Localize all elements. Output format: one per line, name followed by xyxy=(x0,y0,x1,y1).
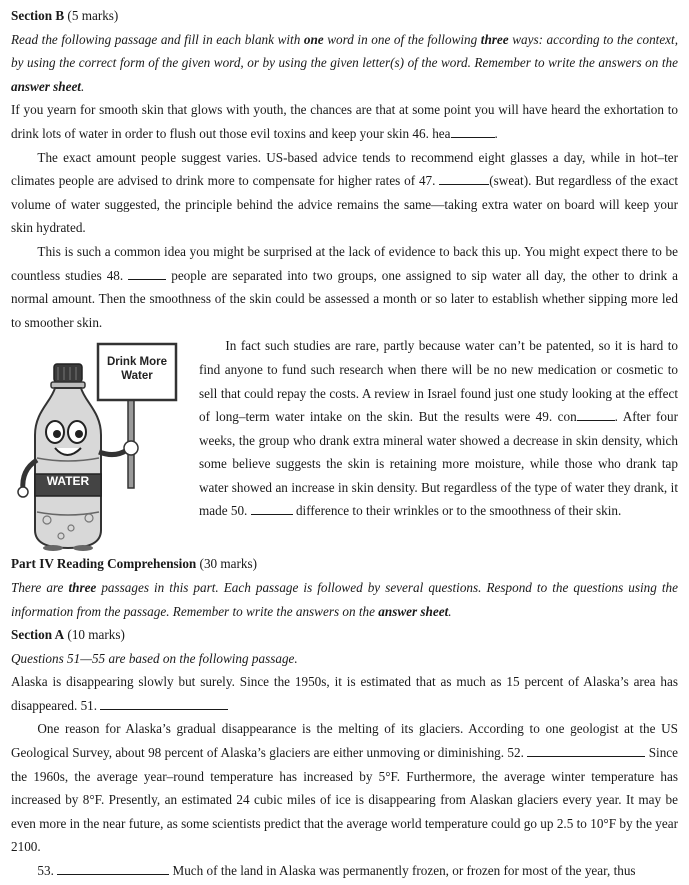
passage-b-paragraph-4-wrap xyxy=(199,334,678,523)
instr-text: passages in this part. Each passage is followed by several questions. Respond to the questions using the information from the passage. Remember to write the answers on the xyxy=(11,579,678,619)
bottle-label-text: WATER xyxy=(46,474,90,489)
blank-47[interactable] xyxy=(439,170,489,185)
instr-text: word in one of the following xyxy=(323,31,481,47)
blank-46[interactable] xyxy=(451,123,495,138)
instr-text: ways: according to the context, by using the correct form of the given word, or by using the given letter(s) of the word. Remember to write the answers on the xyxy=(11,31,678,71)
blank-51[interactable] xyxy=(100,695,228,710)
sign-text-line-1: Drink More xyxy=(106,356,168,369)
instr-text: Read the following passage and fill in each blank with xyxy=(11,31,304,47)
section-a-title: Section A xyxy=(11,627,65,643)
instr-emphasis-one: one xyxy=(303,31,324,47)
part-iv-heading xyxy=(11,552,678,576)
question-number-53: 53. xyxy=(37,863,58,879)
part-iv-title: Part IV Reading Comprehension xyxy=(11,556,197,572)
passage-b-paragraph-2 xyxy=(11,146,678,240)
passage-a-paragraph-2 xyxy=(11,717,678,859)
blank-53[interactable] xyxy=(57,860,169,875)
instr-emphasis-three: three xyxy=(68,579,97,595)
blank-50[interactable] xyxy=(251,500,293,515)
instr-text: There are xyxy=(11,579,69,595)
paragraph-text: (sweat). But regardless of the exact volume of water suggested, the principle behind the advice remains the same—taking extra water on board will keep your skin hydrated. xyxy=(11,173,678,236)
paragraph-text: Much of the land in Alaska was permanently frozen, or frozen for most of the year, thus xyxy=(169,863,636,879)
section-a-questions-note: Questions 51—55 are based on the following passage. xyxy=(11,650,298,666)
paragraph-text: One reason for Alaska’s gradual disappearance is the melting of its glaciers. According to one geologist at the US Geological Survey, about 98 percent of Alaska’s glaciers are either unmoving or diminishing. 52. xyxy=(11,721,678,761)
section-b-marks: (5 marks) xyxy=(67,8,119,23)
blank-49[interactable] xyxy=(577,406,615,421)
paragraph-text: The exact amount people suggest varies. US-based advice tends to recommend eight glasses a day, while in hot–ter climates people are advised to drink more to compensate for higher rates of 47. xyxy=(11,149,678,189)
passage-a-paragraph-3 xyxy=(11,859,678,883)
paragraph-text: If you yearn for smooth skin that glows with youth, the chances are that at some point you will have heard the exhortation to drink lots of water in order to flush out those evil toxins and keep your skin 46. hea xyxy=(11,102,678,141)
sign-text-line-2: Water xyxy=(121,370,153,383)
instr-text: . xyxy=(80,78,85,94)
paragraph-text: . xyxy=(494,125,498,141)
paragraph-text: difference to their wrinkles or to the smoothness of their skin. xyxy=(292,503,622,519)
passage-a-paragraph-1 xyxy=(11,670,678,717)
paragraph-text: Since the 1960s, the average year–round temperature has increased by 5°F. Furthermore, the average winter temperature has increased by 8°F. Presently, an estimated 24 cubic miles of ice is disappearing from Alaskan glaciers every year. It may be even more in the near future, as some scientists predict that the average world temperature could go up 2.5 to 10°F by the year 2100. xyxy=(11,745,678,855)
section-b-title: Section B xyxy=(11,8,65,23)
blank-52[interactable] xyxy=(527,742,645,757)
instr-text: . xyxy=(448,603,452,619)
instr-emphasis-answer-sheet: answer sheet xyxy=(11,78,81,94)
paragraph-text: people are separated into two groups, one assigned to sip water all day, the other to drink a normal amount. Then the smoothness of the skin could be assessed a month or so later to establish whether sipping more led to smoother skin. xyxy=(11,267,678,330)
paragraph-text: In fact such studies are rare, partly because water can’t be patented, so it is hard to find anyone to fund such research when there will be no new medication or cosmetic to sell that could repay the costs. A review in Israel found just one study looking at the effect of long–term water intake on the skin. But the results were 49. con xyxy=(199,338,678,425)
part-iv-marks: (30 marks) xyxy=(199,556,258,572)
section-a-heading xyxy=(11,623,678,647)
paragraph-text: This is such a common idea you might be surprised at the lack of evidence to back this up. You might expect there to be countless studies 48. xyxy=(11,243,678,283)
part-iv-instructions xyxy=(11,576,678,623)
section-b-heading xyxy=(11,4,678,28)
section-a-marks: (10 marks) xyxy=(67,627,125,643)
water-bottle-mascot-image xyxy=(11,340,199,552)
paragraph-text: Alaska is disappearing slowly but surely. Since the 1950s, it is estimated that as much as 15 percent of Alaska’s area has disappeared. 51. xyxy=(11,674,678,713)
passage-b-paragraph-3 xyxy=(11,240,678,334)
section-b-instructions xyxy=(11,28,678,99)
instr-emphasis-three: three xyxy=(480,31,509,47)
paragraph-text: . After four weeks, the group who drank extra mineral water showed a decrease in skin density, which some believe suggests the skin is retaining more moisture, while those who drank tap water showed an increase in skin density. But regardless of the type of water they drank, it made 50. xyxy=(199,409,678,519)
instr-emphasis-answer-sheet: answer sheet xyxy=(378,603,449,619)
blank-48[interactable] xyxy=(128,265,166,280)
passage-b-paragraph-1 xyxy=(11,98,678,145)
water-bottle-illustration xyxy=(11,340,199,552)
passage-b-paragraph-4 xyxy=(199,334,678,523)
